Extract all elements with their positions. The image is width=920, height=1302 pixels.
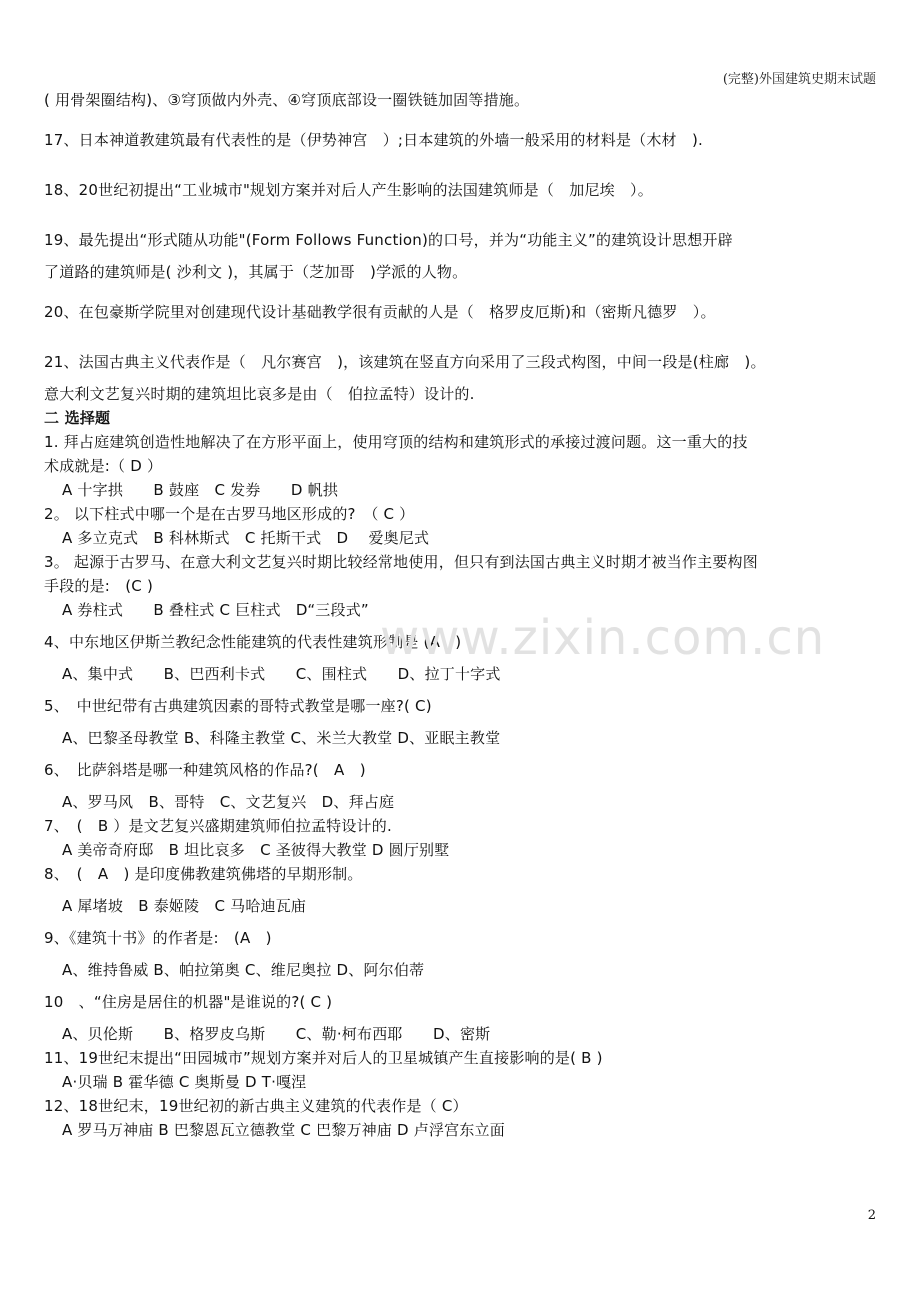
page-header: (完整)外国建筑史期末试题 xyxy=(722,72,876,87)
text-line: ( 用骨架圈结构)、③穹顶做内外壳、④穹顶底部设一圈铁链加固等措施。 xyxy=(44,91,530,109)
mc-options-2: A 多立克式 B 科林斯式 C 托斯干式 D 爱奥尼式 xyxy=(62,529,430,547)
mc-question-7: 7、 ( B ）是文艺复兴盛期建筑师伯拉孟特设计的. xyxy=(44,817,392,835)
mc-question-2: 2。 以下柱式中哪一个是在古罗马地区形成的? （ C ） xyxy=(44,505,415,523)
question-21: 21、法国古典主义代表作是（ 凡尔赛宫 )，该建筑在竖直方向采用了三段式构图，中间一段是(柱廊 )。 xyxy=(44,353,766,371)
mc-question-11: 11、19世纪末提出“田园城市”规划方案并对后人的卫星城镇产生直接影响的是( B ) xyxy=(44,1049,603,1067)
text-line: 意大利文艺复兴时期的建筑坦比哀多是由（ 伯拉孟特）设计的. xyxy=(44,385,475,403)
question-19-cont: 了道路的建筑师是( 沙利文 )，其属于（芝加哥 )学派的人物。 xyxy=(44,263,468,281)
question-19: 19、最先提出“形式随从功能"(Form Follows Function)的口号，并为“功能主义”的建筑设计思想开辟 xyxy=(44,231,733,249)
mc-options-10: A、贝伦斯 B、格罗皮乌斯 C、勒·柯布西耶 D、密斯 xyxy=(62,1025,491,1043)
mc-question-1: 1. 拜占庭建筑创造性地解决了在方形平面上，使用穹顶的结构和建筑形式的承接过渡问题。这一重大的技 xyxy=(44,433,748,451)
mc-options-3: A 券柱式 B 叠柱式 C 巨柱式 D“三段式” xyxy=(62,601,369,619)
mc-question-3: 3。 起源于古罗马、在意大利文艺复兴时期比较经常地使用，但只有到法国古典主义时期才被当作主要构图 xyxy=(44,553,758,571)
mc-question-9: 9、《建筑十书》的作者是: (A ) xyxy=(44,929,272,947)
mc-question-5: 5、 中世纪带有古典建筑因素的哥特式教堂是哪一座?( C) xyxy=(44,697,432,715)
mc-options-5: A、巴黎圣母教堂 B、科隆主教堂 C、米兰大教堂 D、亚眠主教堂 xyxy=(62,729,501,747)
mc-question-4: 4、中东地区伊斯兰教纪念性能建筑的代表性建筑形制是 (A ) xyxy=(44,633,462,651)
mc-question-6: 6、 比萨斜塔是哪一种建筑风格的作品?( A ) xyxy=(44,761,366,779)
mc-options-4: A、集中式 B、巴西利卡式 C、围柱式 D、拉丁十字式 xyxy=(62,665,501,683)
mc-options-1: A 十字拱 B 鼓座 C 发券 D 帆拱 xyxy=(62,481,339,499)
mc-question-12: 12、18世纪末，19世纪初的新古典主义建筑的代表作是（ C） xyxy=(44,1097,468,1115)
question-18: 18、20世纪初提出“工业城市"规划方案并对后人产生影响的法国建筑师是（ 加尼埃 ）。 xyxy=(44,181,653,199)
mc-options-9: A、维持鲁威 B、帕拉第奥 C、维尼奥拉 D、阿尔伯蒂 xyxy=(62,961,425,979)
mc-options-7: A 美帝奇府邸 B 坦比哀多 C 圣彼得大教堂 D 圆厅别墅 xyxy=(62,841,450,859)
question-20: 20、在包豪斯学院里对创建现代设计基础教学很有贡献的人是（ 格罗皮厄斯)和（密斯凡德罗 ）。 xyxy=(44,303,716,321)
mc-question-8: 8、 ( A ) 是印度佛教建筑佛塔的早期形制。 xyxy=(44,865,363,883)
watermark: www.zixin.com.cn xyxy=(380,610,826,666)
mc-question-3-cont: 手段的是: (C ) xyxy=(44,577,154,595)
mc-question-1-cont: 术成就是:（ D ） xyxy=(44,457,163,475)
mc-options-11: A·贝瑞 B 霍华德 C 奥斯曼 D T·嘎涅 xyxy=(62,1073,307,1091)
mc-question-10: 10 、“住房是居住的机器"是谁说的?( C ) xyxy=(44,993,333,1011)
section-heading: 二 选择题 xyxy=(44,409,111,427)
mc-options-6: A、罗马风 B、哥特 C、文艺复兴 D、拜占庭 xyxy=(62,793,395,811)
mc-options-12: A 罗马万神庙 B 巴黎恩瓦立德教堂 C 巴黎万神庙 D 卢浮宫东立面 xyxy=(62,1121,505,1139)
page-number: 2 xyxy=(867,1208,876,1223)
question-17: 17、日本神道教建筑最有代表性的是（伊势神宫 ）;日本建筑的外墙一般采用的材料是（木材 ). xyxy=(44,131,703,149)
mc-options-8: A 犀堵坡 B 泰姬陵 C 马哈迪瓦庙 xyxy=(62,897,307,915)
